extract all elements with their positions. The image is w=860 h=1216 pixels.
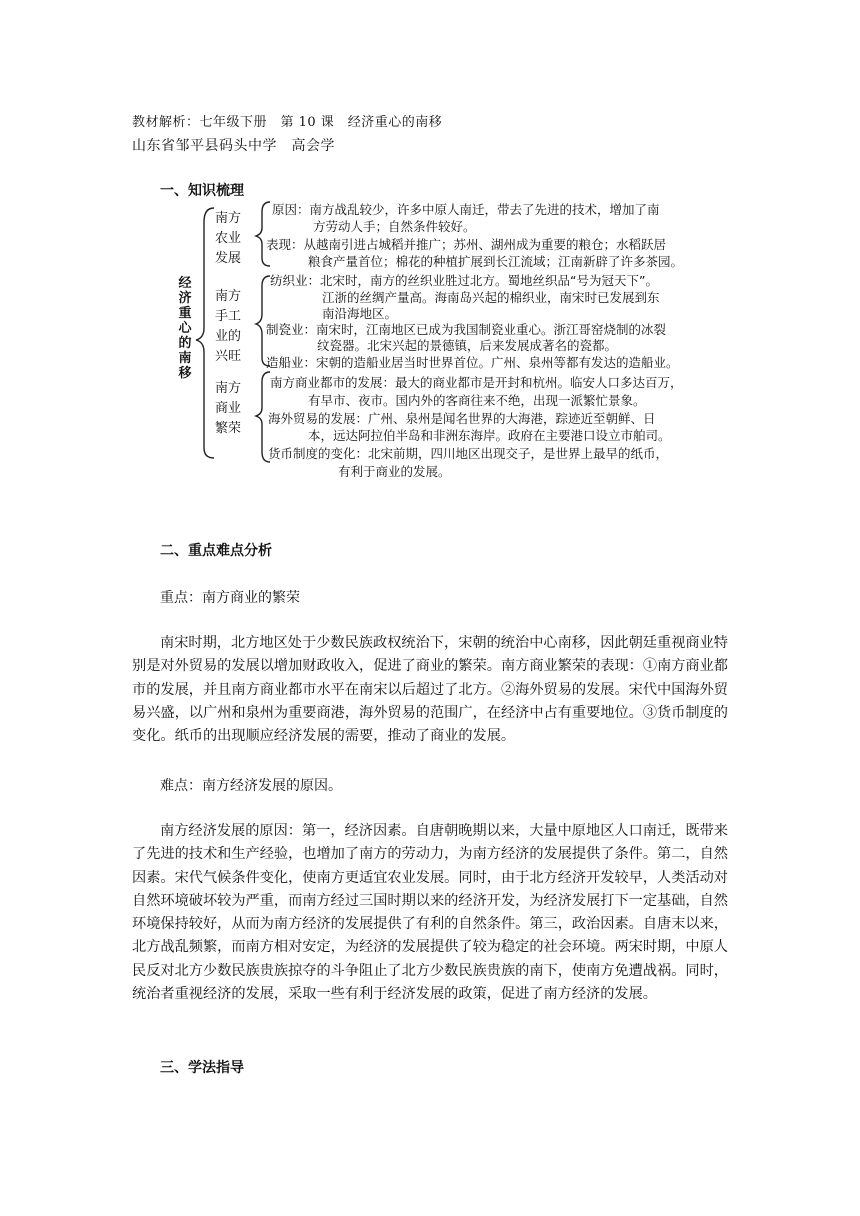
handicraft-line: 南沿海地区。 [322,306,398,321]
agriculture-line: 表现：从越南引进占城稻并推广；苏州、湖州成为重要的粮仓；水稻跃居 [266,237,667,252]
commerce-line: 本，远达阿拉伯半岛和非洲东海岸。政府在主要港口设立市舶司。 [308,428,671,443]
handicraft-line: 江浙的丝绸产量高。海南岛兴起的棉织业，南宋时已发展到东 [322,290,660,305]
agriculture-line: 方劳动人手；自然条件较好。 [313,219,476,234]
difficult-point-paragraph: 南方经济发展的原因：第一，经济因素。自唐朝晚期以来，大量中原地区人口南迁，既带来了先进的技术和生产经验，也增加了南方的劳动力，为南方经济的发展提供了条件。第二，自然因素。宋代气候条件变化，使南方更适宜农业发展。同时，由于北方经济开发较早，人类活动对自然环境破坏较为严重，而南方经过三国时期以来的经济开发，为经济发展打下一定基础，自然环境保持较好，从而为南方经济的发展提供了有利的自然条件。第三，政治因素。自唐末以来，北方战乱频繁，而南方相对安定，为经济的发展提供了较为稳定的社会环境。两宋时期，中原人民反对北方少数民族贵族掠夺的斗争阻止了北方少数民族贵族的南下，使南方免遭战祸。同时，统治者重视经济的发展，采取一些有利于经济发展的政策，促进了南方经济的发展。 [132,823,728,1003]
commerce-line: 货币制度的变化：北宋前期，四川地区出现交子，是世界上最早的纸币， [268,446,669,461]
difficult-point-heading: 难点：南方经济发展的原因。 [160,778,342,794]
handicraft-line: 造船业：宋朝的造船业居当时世界首位。广州、泉州等都有发达的造船业。 [266,355,679,370]
commerce-line: 有利于商业的发展。 [338,464,451,479]
agriculture-line: 原因：南方战乱较少，许多中原人南迁，带去了先进的技术，增加了南 [272,202,660,217]
handicraft-line: 制瓷业：南宋时，江南地区已成为我国制瓷业重心。浙江哥窑烧制的冰裂 [266,322,667,337]
document-meta-line: 教材解析：七年级下册 第 10 课 经济重心的南移 [132,115,443,130]
key-point-heading: 重点：南方商业的繁荣 [160,590,300,606]
agriculture-line: 粮食产量首位；棉花的种植扩展到长江流域；江南新辟了许多茶园。 [308,254,684,269]
commerce-line: 南方商业都市的发展：最大的商业都市是开封和杭州。临安人口多达百万， [270,375,683,390]
handicraft-line: 纺织业：北宋时，南方的丝织业胜过北方。蜀地丝织品“号为冠天下”。 [270,273,658,288]
section-title-2: 二、重点难点分析 [160,543,272,559]
category-commerce: 南方商业繁荣 [214,381,241,436]
section-title-3: 三、学法指导 [160,1060,244,1076]
section-title-1: 一、知识梳理 [160,183,244,199]
author-line: 山东省邹平县码头中学 高会学 [132,138,335,154]
handicraft-line: 纹瓷器。北宋兴起的景德镇，后来发展成著名的瓷都。 [317,338,618,353]
key-point-paragraph: 南宋时期，北方地区处于少数民族政权统治下，宋朝的统治中心南移，因此朝廷重视商业特别是对外贸易的发展以增加财政收入，促进了商业的繁荣。南方商业繁荣的表现：①南方商业都市的发展，并且南方商业都市水平在南宋以后超过了北方。②海外贸易的发展。宋代中国海外贸易兴盛，以广州和泉州为重要商港，海外贸易的范围广，在经济中占有重要地位。③货币制度的变化。纸币的出现顺应经济发展的需要，推动了商业的发展。 [132,635,728,745]
category-handicraft: 南方手工业的兴旺 [214,289,241,364]
diagram-root-label: 经济重心的南移 [178,276,192,381]
category-agriculture: 南方农业发展 [214,211,241,266]
commerce-line: 海外贸易的发展：广州、泉州是闻名世界的大海港，踪迹近至朝鲜、日 [268,411,656,426]
commerce-line: 有早市、夜市。国内外的客商往来不绝，出现一派繁忙景象。 [308,393,646,408]
